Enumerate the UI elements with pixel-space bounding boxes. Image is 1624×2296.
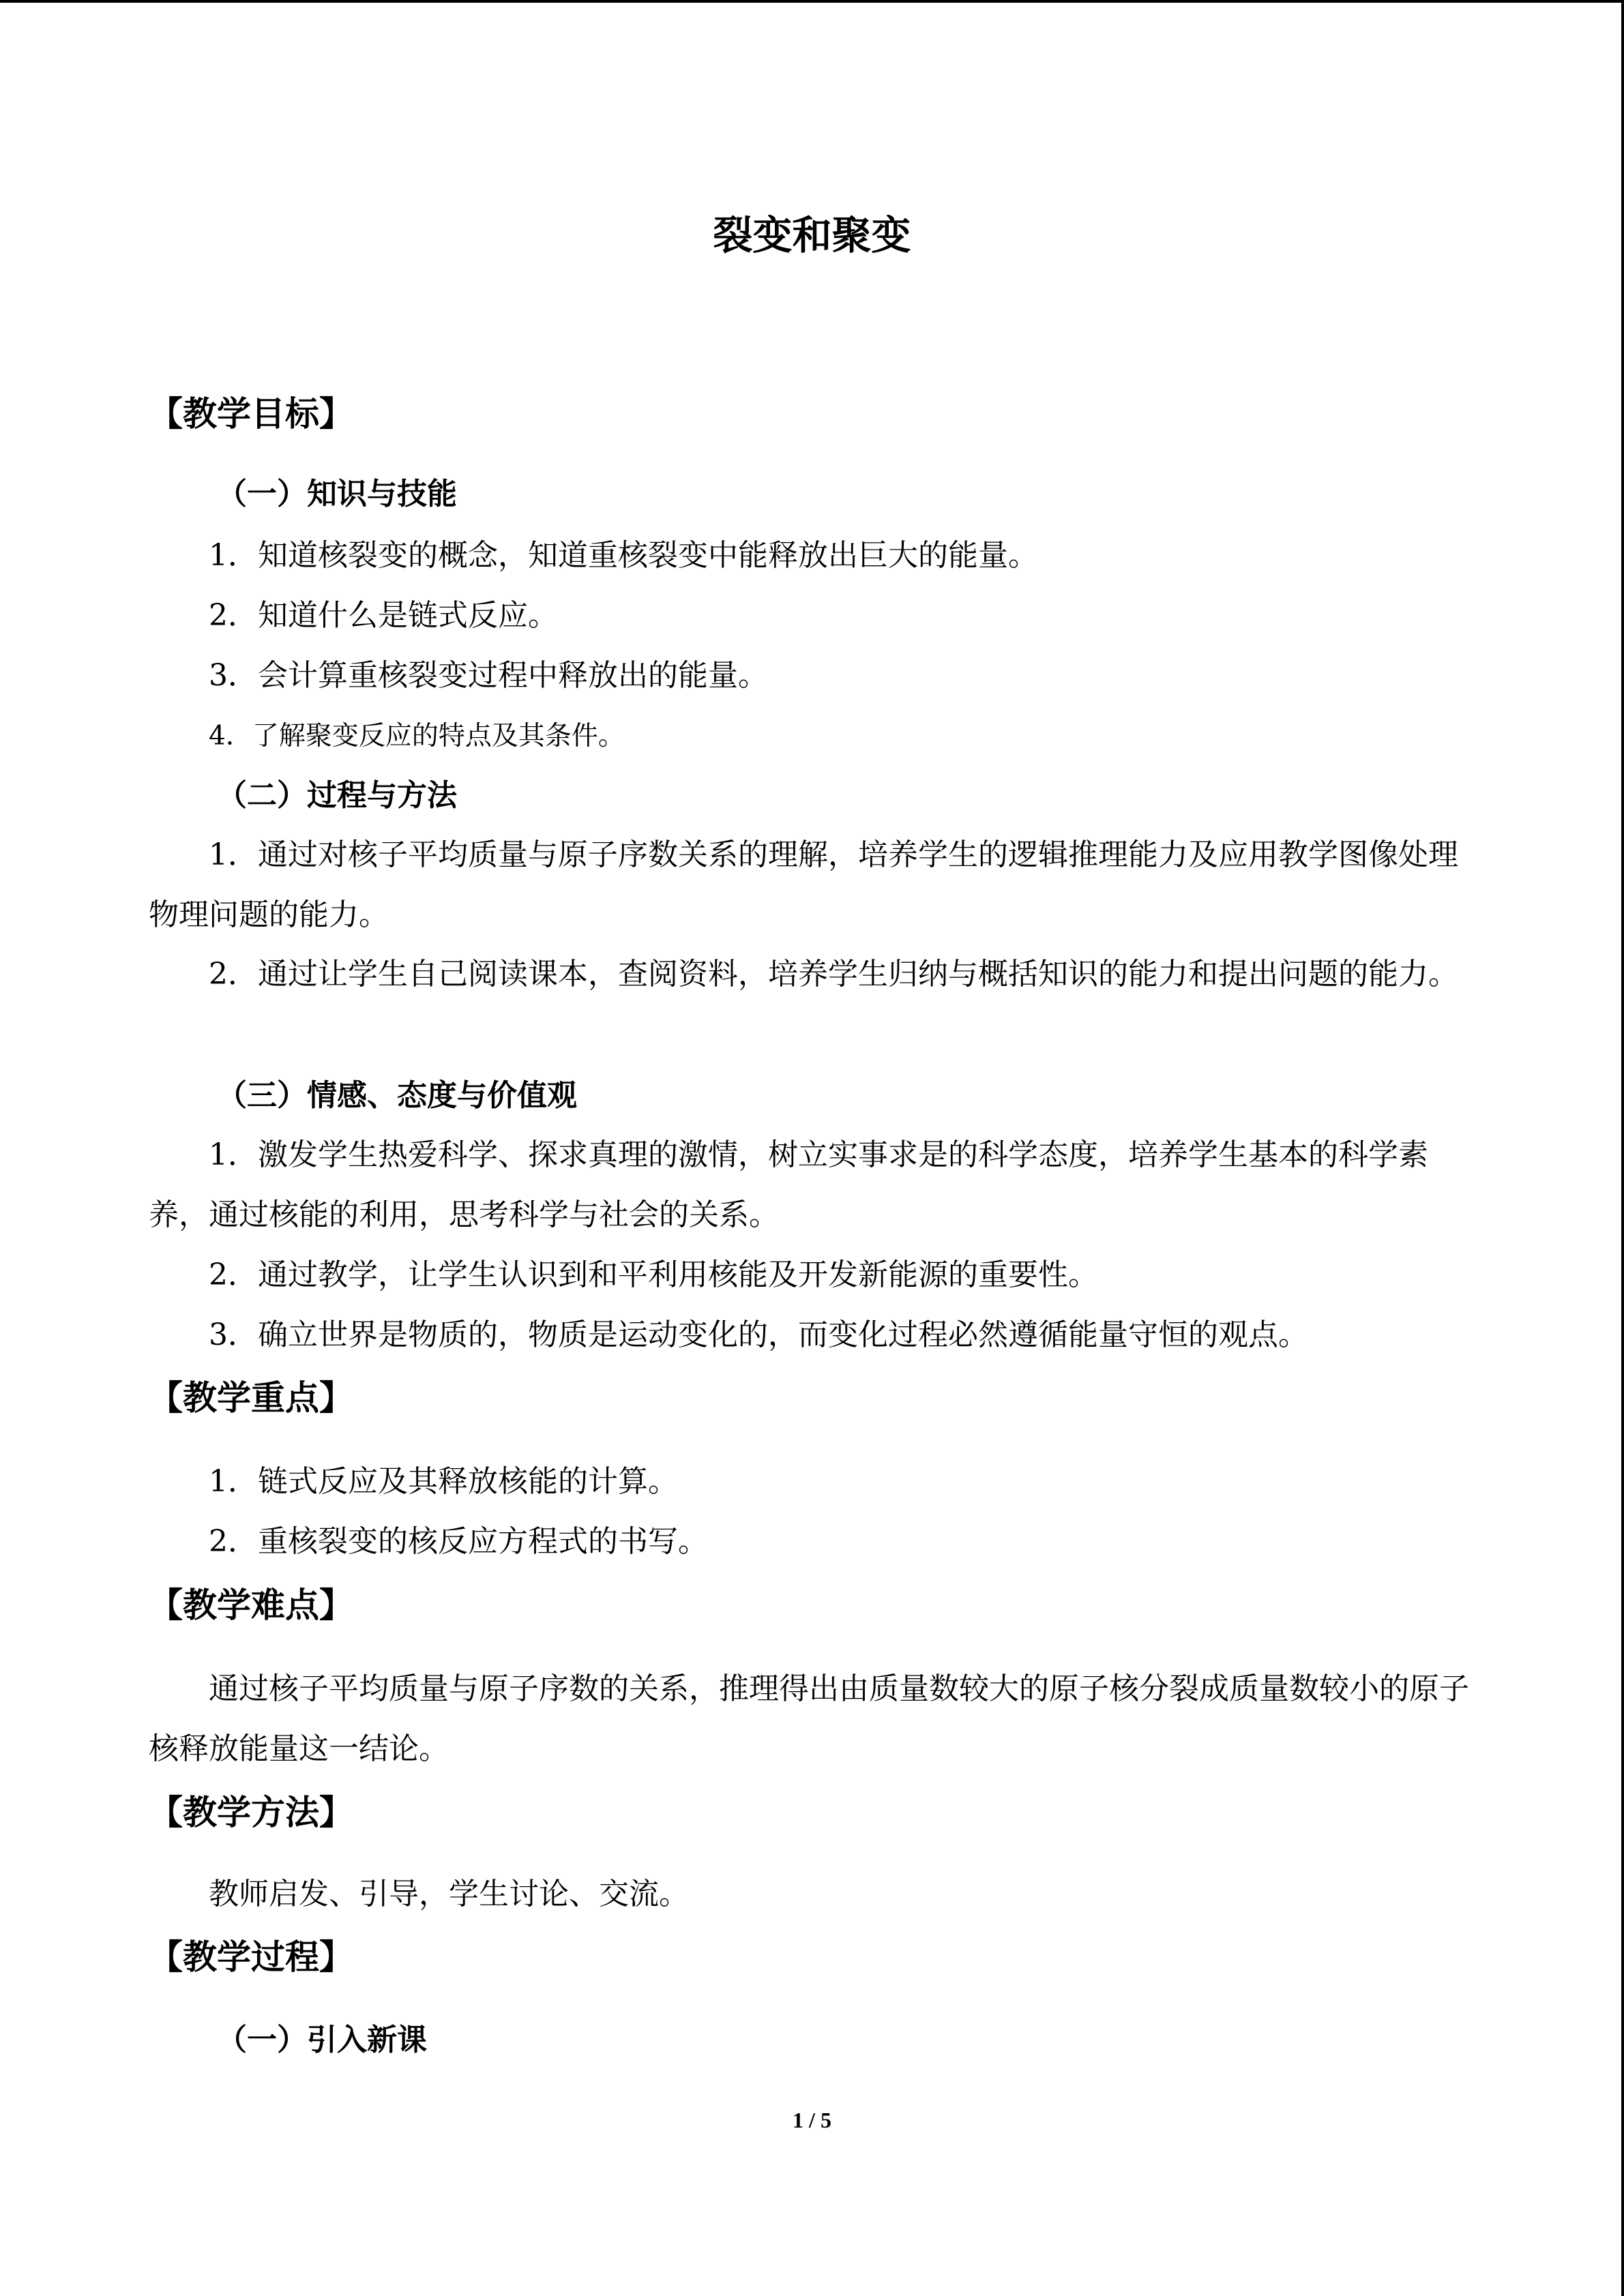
page-border-right xyxy=(1621,0,1624,2296)
knowledge-item-4: 4．了解聚变反应的特点及其条件。 xyxy=(209,721,625,751)
process-item-1: 1．通过对核子平均质量与原子序数关系的理解，培养学生的逻辑推理能力及应用教学图像处理物理问题的能力。 xyxy=(149,837,1458,932)
knowledge-item-3: 3．会计算重核裂变过程中释放出的能量。 xyxy=(209,658,768,693)
values-item-1: 1．激发学生热爱科学、探求真理的激情，树立实事求是的科学态度，培养学生基本的科学素养，通过核能的利用，思考科学与社会的关系。 xyxy=(149,1137,1428,1232)
difficulties-text: 通过核子平均质量与原子序数的关系，推理得出由质量数较大的原子核分裂成质量数较小的原子核释放能量这一结论。 xyxy=(149,1671,1469,1766)
key-point-item-2: 2．重核裂变的核反应方程式的书写。 xyxy=(209,1524,708,1559)
methods-text: 教师启发、引导，学生讨论、交流。 xyxy=(209,1877,689,1911)
values-item-2: 2．通过教学，让学生认识到和平利用核能及开发新能源的重要性。 xyxy=(209,1257,1098,1292)
subsection-knowledge: （一）知识与技能 xyxy=(217,477,457,511)
key-point-item-1: 1．链式反应及其释放核能的计算。 xyxy=(209,1464,678,1499)
section-heading-key-points: 【教学重点】 xyxy=(149,1377,353,1418)
section-heading-objectives: 【教学目标】 xyxy=(149,393,353,434)
section-heading-difficulties: 【教学难点】 xyxy=(149,1585,353,1625)
section-heading-procedure: 【教学过程】 xyxy=(149,1937,353,1977)
subsection-process: （二）过程与方法 xyxy=(217,778,457,813)
page-indicator: 1 / 5 xyxy=(793,2108,831,2132)
page-title: 裂变和聚变 xyxy=(713,212,911,258)
knowledge-item-2: 2．知道什么是链式反应。 xyxy=(209,598,558,633)
page-border-top xyxy=(0,0,1624,3)
process-item-2: 2．通过让学生自己阅读课本，查阅资料，培养学生归纳与概括知识的能力和提出问题的能力。 xyxy=(209,957,1458,992)
subsection-intro: （一）引入新课 xyxy=(217,2023,427,2057)
section-heading-methods: 【教学方法】 xyxy=(149,1792,353,1832)
knowledge-item-1: 1．知道核裂变的概念，知道重核裂变中能释放出巨大的能量。 xyxy=(209,538,1038,573)
values-item-3: 3．确立世界是物质的，物质是运动变化的，而变化过程必然遵循能量守恒的观点。 xyxy=(209,1317,1308,1352)
subsection-values: （三）情感、态度与价值观 xyxy=(217,1078,577,1113)
